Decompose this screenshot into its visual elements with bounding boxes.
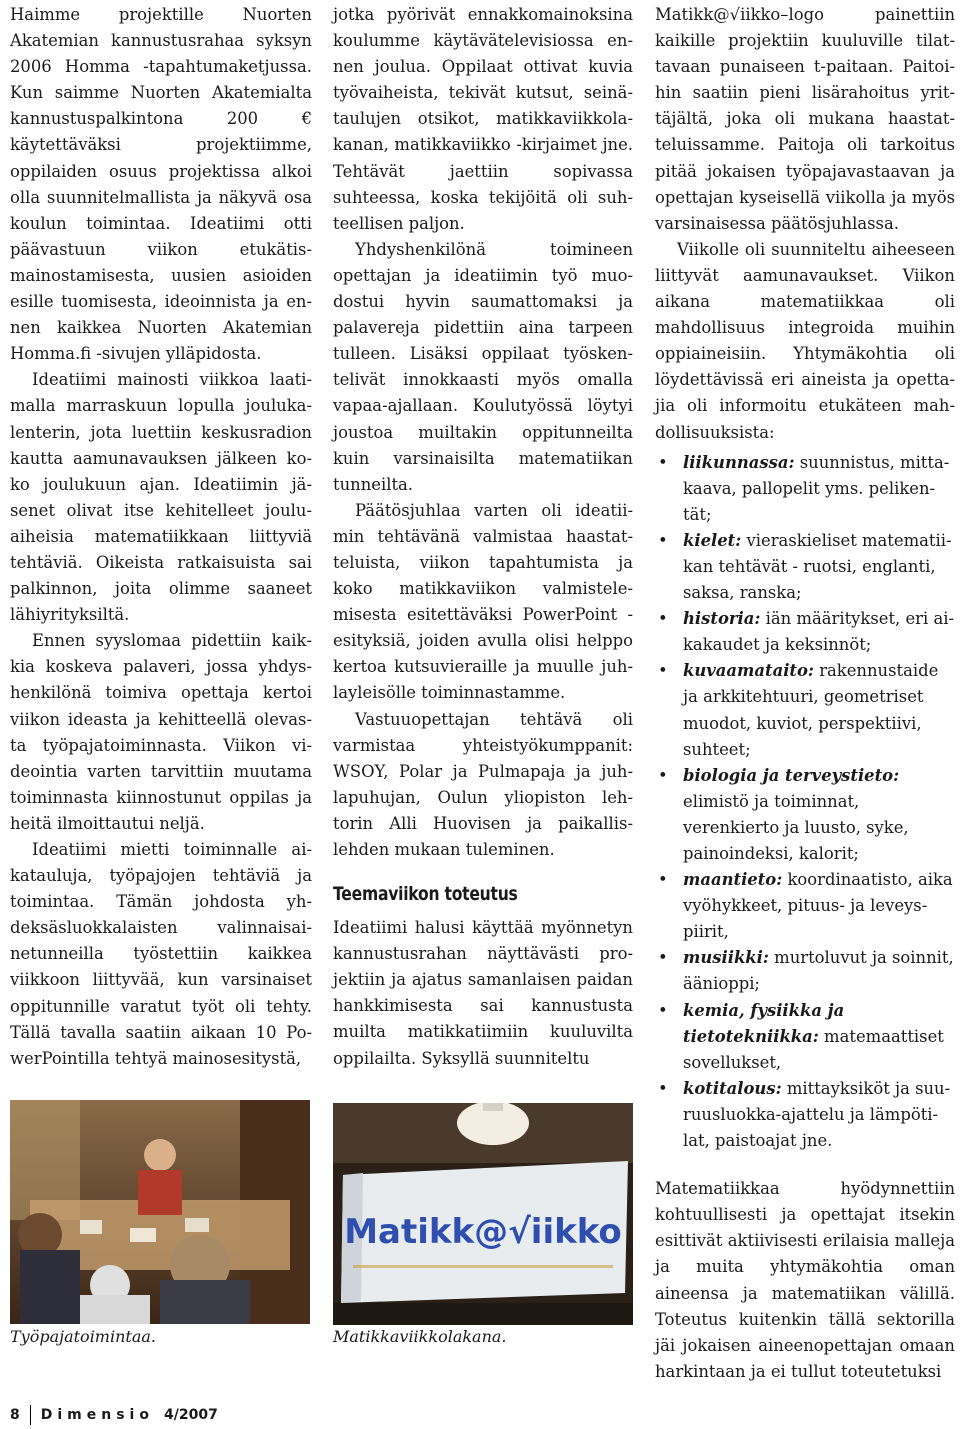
list-item [655, 658, 955, 762]
banner-text: Matikk@√iikko [344, 1212, 622, 1252]
paragraph: Matikk@√iikko–logo painettiin kaikille projektiin kuuluville tilattavaan punaiseen t-paitaan. Paitoihin saatiin pieni lisärahoitus yrittäjältä, joka oli mukana haastatteluissamme. Paitoja oli tarkoitus pitää jokaisen työpajavastaavan ja opettajan kyseisellä viikolla ja myös varsinaisessa päätösjuhlassa. [655, 5, 955, 233]
photo-caption: Matikkaviikkolakana. [333, 1327, 507, 1346]
list-term: musiikki: [683, 948, 769, 968]
paragraph: Ideatiimi mietti toiminnalle aikatauluja, työpajojen tehtäviä ja toimintaa. Tämän johdosta yhdeksäsluokkalaisten valinnaisainetunneilla työstettiin kaikkea viikkoon liittyvää, kun varsinaiset oppitunnille varatut työt oli tehty. Tällä tavalla saatiin aikaan 10 PowerPointilla tehtyä mainosesitystä, [10, 840, 312, 1068]
paragraph: Matematiikkaa hyödynnettiin kohtuullisesti ja opettajat itsekin esittivät aktiivisesti erilaisia malleja ja muita yhtymäkohtia oman aineensa ja matematiikan välillä. Toteutus kuitenkin tällä sektorilla jäi jokaisen aineenopettajan omaan harkintaan ja ei tullut toteutetuksi [655, 1179, 955, 1381]
paragraph: Ideatiimi halusi käyttää myönnetyn kannustusrahan näyttävästi projektiin ja ajatus samanlaisen paidan hankkimisesta sai kannustusta muilta matikkatiimiin kuuluvilta oppilailta. Syksyllä suunniteltu [333, 918, 633, 1068]
banner-photo-illustration [333, 1103, 633, 1325]
list-term: kielet: [683, 530, 742, 550]
bullet-icon: • [658, 870, 668, 890]
issue-number: 4/2007 [163, 1407, 218, 1423]
list-term: maantieto: [683, 870, 783, 890]
bullet-icon: • [658, 530, 668, 550]
list-item [655, 528, 955, 606]
list-term: kuvaamataito: [683, 661, 814, 681]
paragraph: Päätösjuhlaa varten oli ideatiimin tehtävänä valmistaa haastatteluista, viikon tapahtumista ja koko matikkaviikon valmistelemisesta esitettäväksi PowerPoint -esityksiä, joiden avulla olisi helppo kertoa kutsuvieraille ja muulle juhlayleisölle toiminnastamme. [333, 500, 633, 703]
page-number: 8 [10, 1407, 20, 1423]
photo-caption: Työpajatoimintaa. [10, 1327, 156, 1346]
paragraph: Ideatiimi mainosti viikkoa laatimalla marraskuun lopulla joulukalenterin, jota luettiin keskusradion kautta aamunavauksen jälkeen koko joulukuun ajan. Ideatiimin jäsenet olivat itse kehitelleet jouluaiheisia matematiikkaan liittyviä tehtäviä. Oikeista ratkaisuista sai palkinnon, joita olimme saaneet lähiyrityksiltä. [10, 370, 312, 625]
list-term: historia: [683, 609, 761, 629]
list-text: elimistö ja toiminnat, verenkierto ja luusto, syke, painoindeksi, kalorit; [683, 791, 909, 863]
list-text: iän määritykset, eri aikakaudet ja keksinnöt; [683, 609, 955, 655]
list-term: biologia ja terveystieto: [683, 765, 900, 785]
list-text: murtoluvut ja soinnit, äänioppi; [683, 948, 954, 994]
list-item [655, 998, 955, 1076]
list-item [655, 867, 955, 945]
paragraph: Viikolle oli suunniteltu aiheeseen liittyvät aamunavaukset. Viikon aikana matematiikkaa oli mahdollisuus integroida muihin oppiaineisiin. Yhtymäkohtia oli löydettävissä eri aineista ja opettajia oli informoitu etukäteen mahdollisuuksista: [655, 239, 955, 442]
list-text: vieraskieliset matematiikan tehtävät - ruotsi, englanti, saksa, ranska; [683, 530, 952, 603]
magazine-name: Dimensio [40, 1407, 154, 1423]
list-text: koordinaatisto, aika vyöhykkeet, pituus- ja leveyspiirit, [683, 870, 953, 942]
list-term: kemia, fysiikka ja tietotekniikka: [683, 1000, 845, 1046]
paragraph: jotka pyörivät ennakkomainoksina koulumme käytävätelevisiossa ennen joulua. Oppilaat ottivat kuvia työvaiheista, tekivät kutsut, seinätaulujen otsikot, matikkaviikkolakanan, matikkaviikko -kirjaimet jne. Tehtävät jaettiin sopivassa suhteessa, koska tekijöitä oli suhteellisen paljon. [333, 5, 633, 233]
bullet-icon: • [658, 609, 668, 629]
subject-list [655, 450, 955, 1155]
bullet-icon: • [658, 1078, 668, 1098]
paragraph: Yhdyshenkilönä toimineen opettajan ja ideatiimin työ muodostui hyvin saumattomaksi ja palavereja pidettiin aina tarpeen tulleen. Lisäksi oppilaat työskentelivät innokkaasti myös omalla vapaa-ajallaan. Koulutyössä löytyi joustoa muiltakin oppitunneilta kuin varsinaisilta matematiikan tunneilta. [333, 239, 633, 494]
paragraph: Vastuuopettajan tehtävä oli varmistaa yhteistyökumppanit: WSOY, Polar ja Pulmapaja ja juhlapuhujan, Oulun yliopiston lehtorin Alli Huovisen ja paikallislehden mukaan tuleminen. [333, 709, 633, 859]
page-footer [10, 1405, 218, 1425]
list-item [655, 945, 955, 997]
bullet-icon: • [658, 661, 668, 681]
list-item [655, 1076, 955, 1154]
list-term: liikunnassa: [683, 452, 795, 472]
list-text: suunnistus, mittakaava, pallopelit yms. pelikentät; [683, 452, 950, 524]
bullet-icon: • [658, 452, 668, 472]
article-column-2 [333, 2, 633, 1072]
section-heading: Teemaviikon toteutus [333, 883, 518, 906]
list-text: rakennustaide ja arkkitehtuuri, geometriset muodot, kuviot, perspektiivi, suhteet; [683, 661, 939, 759]
bullet-icon: • [658, 765, 668, 785]
list-text: matemaattiset sovellukset, [683, 1026, 944, 1072]
paragraph: Haimme projektille Nuorten Akatemian kannustusrahaa syksyn 2006 Homma -tapahtumaketjussa. Kun saimme Nuorten Akatemialta kannustuspalkintona 200 € käytettäväksi projektiimme, oppilaiden osuus projektissa alkoi olla suunnitelmallista ja näkyvä osa koulun toimintaa. Ideatiimi otti päävastuun viikon etukätismainostamisesta, uusien asioiden esille tuomisesta, ideoinnista ja ennen kaikkea Nuorten Akatemian Homma.fi -sivujen ylläpidosta. [10, 5, 312, 364]
list-item [655, 763, 955, 867]
list-term: kotitalous: [683, 1078, 782, 1098]
article-column-3 [655, 2, 955, 1385]
article-column-1 [10, 2, 312, 1072]
list-item [655, 450, 955, 528]
divider [30, 1405, 31, 1425]
bullet-icon: • [658, 948, 668, 968]
workshop-photo [10, 1100, 310, 1324]
list-text: mittayksiköt ja suuruusluokka-ajattelu ja lämpötilat, paistoajat jne. [683, 1078, 951, 1151]
list-item [655, 606, 955, 658]
spacer [655, 1154, 955, 1176]
workshop-photo-illustration [10, 1100, 310, 1324]
bullet-icon: • [658, 1000, 668, 1020]
paragraph: Ennen syyslomaa pidettiin kaikkia koskeva palaveri, jossa yhdyshenkilönä toimiva opettaja kertoi viikon ideasta ja kehitteellä olevasta työpajatoiminnasta. Viikon videointia varten tarvittiin muutama toiminnasta kiinnostunut oppilas ja heitä ilmoittautui neljä. [10, 631, 312, 833]
banner-photo [333, 1103, 633, 1325]
